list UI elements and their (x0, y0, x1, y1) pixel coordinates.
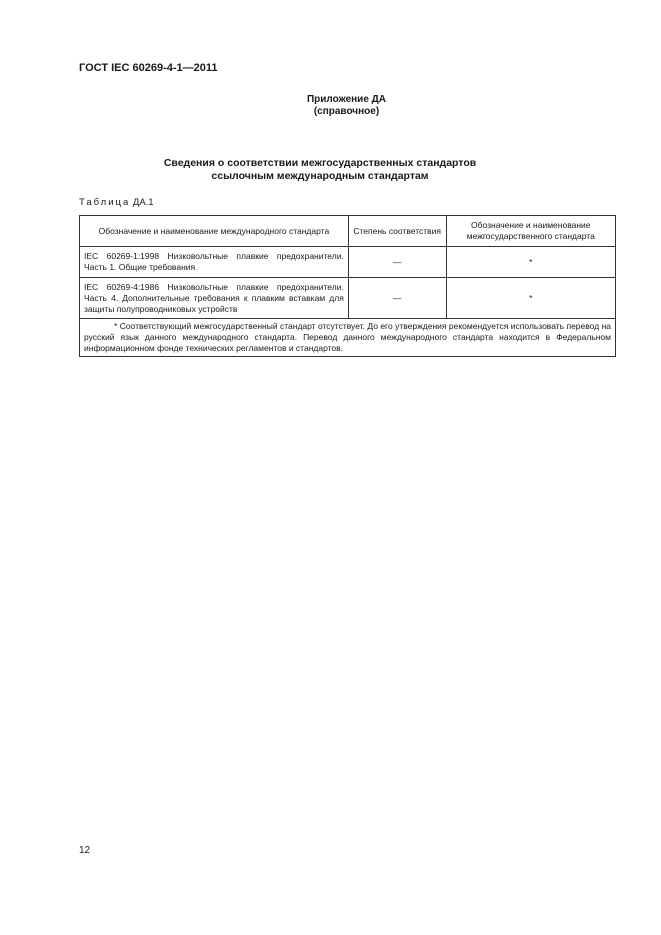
table-header-row (80, 216, 616, 247)
cell-interstate-standard: * (446, 278, 615, 319)
annex-header (0, 94, 661, 118)
column-header-international: Обозначение и наименование международного стандарта (80, 216, 349, 247)
annex-subtitle: (справочное) (313, 106, 380, 117)
document-code: ГОСТ IEC 60269-4-1—2011 (79, 62, 218, 74)
cell-international-standard: IEC 60269-4:1986 Низковольтные плавкие предохранители. Часть 4. Дополнительные требования к плавким вставкам для защиты полупроводниковых устройств (80, 278, 349, 319)
annex-title: Приложение ДА (306, 94, 387, 105)
table-note-text: * Соответствующий межгосударственный стандарт отсутствует. До его утверждения рекомендуется использовать перевод на русский язык данного международного стандарта. Перевод данного международного стандарта находится в Федеральном информационном фонде технических регламентов и стандартов. (84, 321, 611, 353)
cell-international-standard: IEC 60269-1:1998 Низковольтные плавкие предохранители. Часть 1. Общие требования (80, 247, 349, 278)
correspondence-table (79, 215, 616, 357)
column-header-interstate: Обозначение и наименование межгосударственного стандарта (446, 216, 615, 247)
section-heading-line2: ссылочным международным стандартам (211, 170, 429, 182)
page-number: 12 (79, 845, 91, 856)
table-row (80, 247, 616, 278)
table-note-row (80, 319, 616, 357)
table-note (80, 319, 616, 357)
table-caption (79, 197, 154, 208)
section-heading (0, 157, 640, 183)
section-heading-line1: Сведения о соответствии межгосударственных стандартов (163, 157, 477, 169)
cell-degree: — (348, 247, 446, 278)
table-caption-number: ДА.1 (132, 197, 154, 208)
column-header-degree: Степень соответствия (348, 216, 446, 247)
table-caption-word: Таблица (79, 197, 131, 208)
cell-degree: — (348, 278, 446, 319)
table-row (80, 278, 616, 319)
cell-interstate-standard: * (446, 247, 615, 278)
